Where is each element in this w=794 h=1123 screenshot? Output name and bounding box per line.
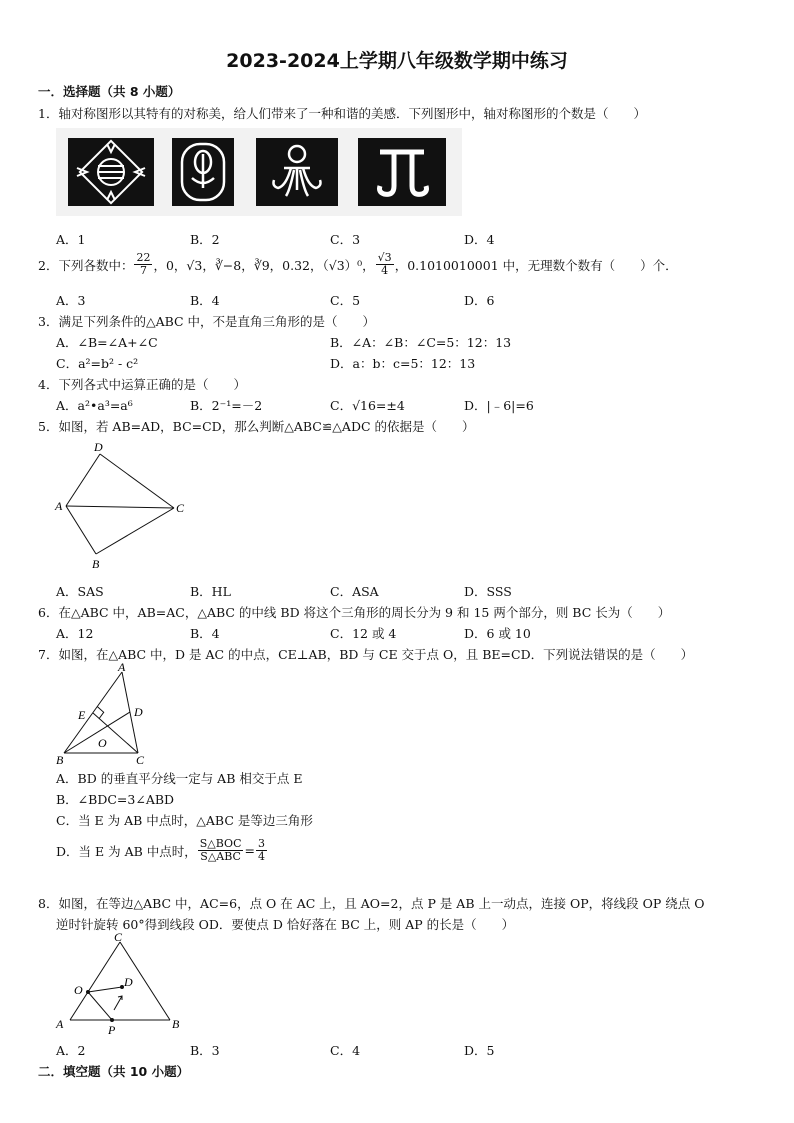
question-4-stem: 4．下列各式中运算正确的是（ ） <box>38 377 246 392</box>
q7-label-b: B <box>56 753 64 766</box>
q1-option-d: D．4 <box>464 232 495 247</box>
q7-option-b: B．∠BDC=3∠ABD <box>56 792 175 807</box>
q4-option-d: D．|﹣6|=6 <box>464 398 534 413</box>
q5-option-b: B．HL <box>190 584 231 599</box>
q8-option-b: B．3 <box>190 1043 220 1058</box>
q7-option-d-equals: = <box>244 843 255 858</box>
q2-stem-part-c: ，0.1010010001 中，无理数个数有（ ）个． <box>394 257 678 273</box>
q5-label-a: A <box>55 499 63 513</box>
q2-option-d: D．6 <box>464 293 495 308</box>
q2-fraction-sqrt3-4 <box>376 252 394 277</box>
q7-option-d-value <box>256 838 267 863</box>
q3-option-c: C．a²=b² - c² <box>56 356 139 371</box>
q2-frac-b-num: √3 <box>377 251 392 264</box>
q7-label-a: A <box>118 660 126 674</box>
q6-option-d: D．6 或 10 <box>464 626 531 641</box>
q8-label-p: P <box>108 1023 116 1037</box>
q8-segment-od <box>88 987 122 992</box>
question-5-stem: 5．如图，若 AB=AD，BC=CD，那么判断△ABC≌△ADC 的依据是（ ） <box>38 419 475 434</box>
q7-label-o: O <box>98 736 107 750</box>
section-heading-choice: 一．选择题（共 8 小题） <box>38 84 181 99</box>
question-3-stem: 3．满足下列条件的△ABC 中，不是直角三角形的是（ ） <box>38 314 376 329</box>
q7-right-angle-mark <box>98 707 104 719</box>
q7-option-d-rnum: 3 <box>257 837 265 850</box>
question-5-figure <box>50 438 200 572</box>
q8-label-a: A <box>56 1017 64 1031</box>
q2-option-b: B．4 <box>190 293 220 308</box>
q2-option-c: C．5 <box>330 293 361 308</box>
q5-option-a: A．SAS <box>56 584 104 599</box>
q8-option-a: A．2 <box>56 1043 86 1058</box>
q1-option-b: B．2 <box>190 232 220 247</box>
symmetry-figure-2 <box>172 138 234 206</box>
q7-option-d-num: S△BOC <box>199 837 242 850</box>
question-7-stem: 7．如图，在△ABC 中，D 是 AC 的中点，CE⊥AB，BD 与 CE 交于点 O，且 BE=CD．下列说法错误的是（ ） <box>38 647 694 662</box>
q8-label-b: B <box>172 1017 180 1031</box>
q1-option-a: A．1 <box>56 232 86 247</box>
q2-frac-a-num: 22 <box>136 251 151 264</box>
q7-segment-ab <box>64 672 122 753</box>
q5-segment-ac <box>66 506 174 508</box>
q8-segment-op <box>88 992 112 1020</box>
q2-fraction-22-7 <box>134 252 152 277</box>
q8-rotation-arrow <box>114 996 122 1010</box>
question-6-stem: 6．在△ABC 中，AB=AC，△ABC 的中线 BD 将这个三角形的周长分为 9 和 15 两个部分，则 BC 长为（ ） <box>38 605 671 620</box>
q6-option-a: A．12 <box>56 626 94 641</box>
q8-point-o <box>86 990 90 994</box>
q7-option-d-area-ratio <box>198 838 244 863</box>
q7-label-d: D <box>134 705 143 719</box>
q8-point-p <box>110 1018 114 1022</box>
q5-label-b: B <box>92 557 100 571</box>
q7-option-d <box>56 838 268 863</box>
q6-option-c: C．12 或 4 <box>330 626 397 641</box>
q7-option-d-prefix: D．当 E 为 AB 中点时， <box>56 843 197 859</box>
q8-label-d: D <box>124 975 133 989</box>
symmetry-figure-4 <box>358 138 446 206</box>
q2-option-a: A．3 <box>56 293 86 308</box>
q3-option-d: D．a：b：c=5：12：13 <box>330 356 476 371</box>
q2-stem-part-a: 2．下列各数中： <box>38 257 134 273</box>
q8-label-o: O <box>74 983 83 997</box>
q6-option-b: B．4 <box>190 626 220 641</box>
q8-option-d: D．5 <box>464 1043 495 1058</box>
q2-frac-b-den: 4 <box>381 264 389 277</box>
q5-segment-ad <box>66 454 100 506</box>
q7-option-d-den: S△ABC <box>200 850 241 863</box>
symmetry-figure-1 <box>68 138 154 206</box>
symmetry-figure-3 <box>256 138 338 206</box>
question-8-stem-line-1: 8．如图，在等边△ABC 中，AC=6，点 O 在 AC 上，且 AO=2，点 P 是 AB 上一动点，连接 OP，将线段 OP 绕点 O <box>38 896 705 911</box>
page-title: 2023-2024上学期八年级数学期中练习 <box>226 50 568 72</box>
q3-option-a: A．∠B=∠A+∠C <box>56 335 158 350</box>
question-1-figures <box>56 128 462 216</box>
q5-label-c: C <box>176 501 185 515</box>
q2-stem-part-b: ，0，√3，∛−8，∛9，0.32，（√3）⁰， <box>153 257 375 273</box>
question-7-figure <box>50 660 160 766</box>
question-1-figure-strip <box>56 128 462 216</box>
q7-segment-bd <box>64 712 130 753</box>
q8-option-c: C．4 <box>330 1043 361 1058</box>
q5-segment-bc <box>96 508 174 554</box>
question-8-figure <box>50 930 190 1040</box>
q2-frac-a-den: 7 <box>139 264 147 277</box>
q4-option-a: A．a²•a³=a⁶ <box>56 398 133 413</box>
q7-label-c: C <box>136 753 145 766</box>
q4-option-c: C．√16=±4 <box>330 398 405 413</box>
question-8-stem-line-2: 逆时针旋转 60°得到线段 OD．要使点 D 恰好落在 BC 上，则 AP 的长是（ ） <box>56 917 515 932</box>
q3-option-b: B．∠A：∠B：∠C=5：12：13 <box>330 335 512 350</box>
q7-option-d-rden: 4 <box>257 850 265 863</box>
section-heading-fill-in: 二．填空题（共 10 小题） <box>38 1064 190 1079</box>
question-1-stem: 1．轴对称图形以其特有的对称美，给人们带来了一种和谐的美感．下列图形中，轴对称图形的个数是（ ） <box>38 106 646 121</box>
q5-option-d: D．SSS <box>464 584 512 599</box>
q5-option-c: C．ASA <box>330 584 379 599</box>
q5-segment-dc <box>100 454 174 508</box>
q7-option-a: A．BD 的垂直平分线一定与 AB 相交于点 E <box>56 771 303 786</box>
q4-option-b: B．2⁻¹=－2 <box>190 398 263 413</box>
q7-label-e: E <box>78 708 86 722</box>
q7-option-c: C．当 E 为 AB 中点时，△ABC 是等边三角形 <box>56 813 313 828</box>
q8-segment-ac <box>70 942 120 1020</box>
question-2-stem <box>38 252 678 277</box>
q5-segment-ab <box>66 506 96 554</box>
q1-option-c: C．3 <box>330 232 361 247</box>
q5-label-d: D <box>94 440 103 454</box>
q8-label-c: C <box>114 930 123 944</box>
